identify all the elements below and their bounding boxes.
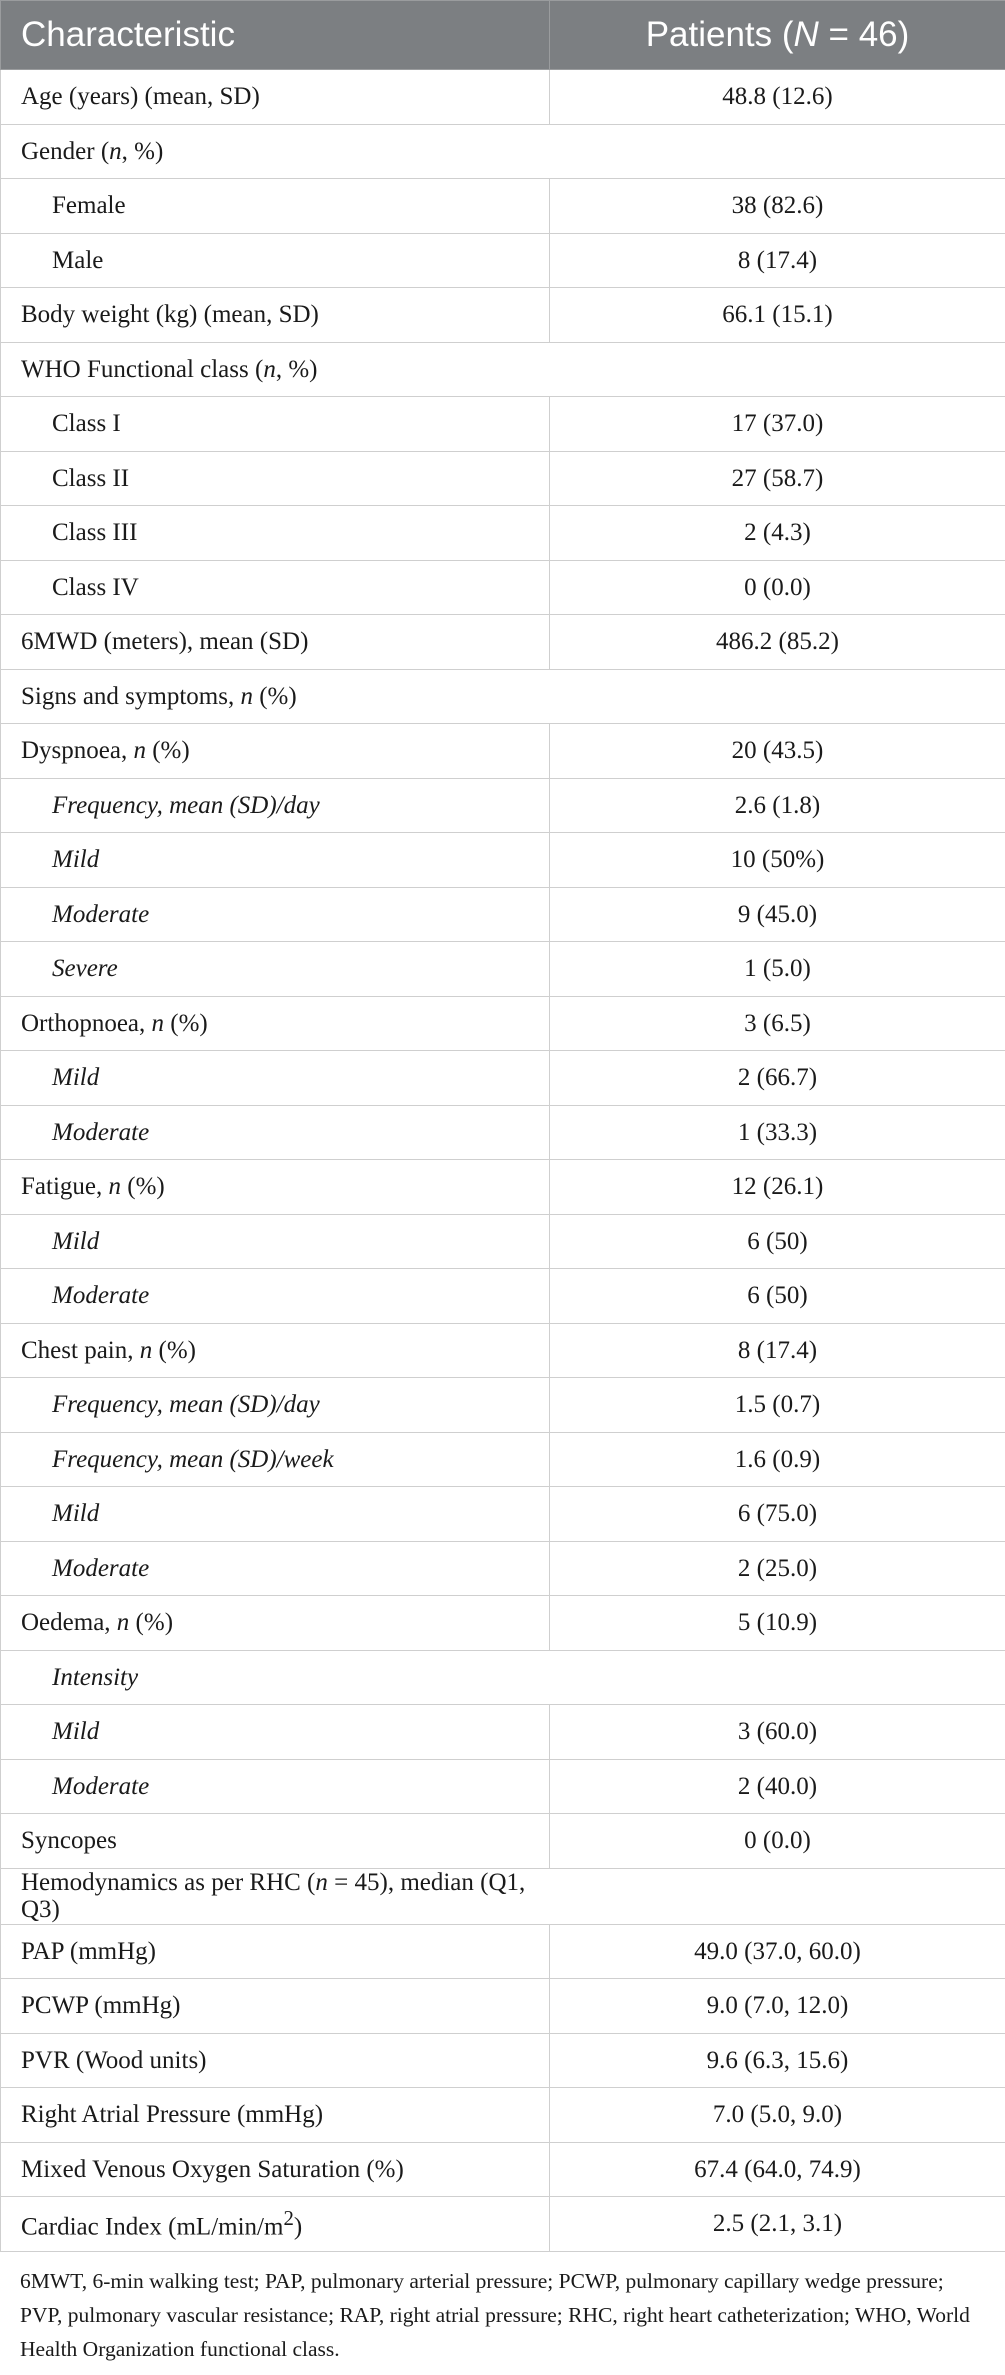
table-row <box>1 506 1005 561</box>
row-label-part: Class II <box>52 464 130 492</box>
row-label-part: Male <box>52 246 104 274</box>
table-row <box>1 833 1005 888</box>
row-label-part: Mixed Venous Oxygen Saturation (%) <box>21 2155 404 2183</box>
table-row <box>1 1650 1005 1705</box>
table-row <box>1 342 1005 397</box>
row-value: 8 (17.4) <box>550 1323 1005 1378</box>
row-label-part: Moderate <box>52 900 150 928</box>
row-label-part: (%) <box>145 737 190 764</box>
row-value: 6 (50) <box>550 1269 1005 1324</box>
table-row <box>1 1051 1005 1106</box>
table-footnote: 6MWT, 6-min walking test; PAP, pulmonary arterial pressure; PCWP, pulmonary capillary wedge pressure; PVP, pulmonary vascular resistance; RAP, right atrial pressure; RHC, right heart catheterization; WHO, World Health Organization functional class. <box>20 2268 970 2361</box>
table-row <box>1 1814 1005 1869</box>
table-row <box>1 1596 1005 1651</box>
row-value: 6 (75.0) <box>550 1487 1005 1542</box>
row-label-part: Dyspnoea, <box>21 737 134 764</box>
row-label <box>1 342 550 397</box>
table-row <box>1 887 1005 942</box>
row-value: 9.0 (7.0, 12.0) <box>550 1979 1005 2034</box>
row-label-part: Frequency, mean (SD)/week <box>52 1445 334 1473</box>
row-label-part: PCWP (mmHg) <box>21 1992 181 2019</box>
table-row <box>1 2197 1005 2252</box>
row-label-part: n <box>116 1609 130 1636</box>
row-label-part: Signs and symptoms, <box>21 682 241 710</box>
table-row <box>1 1378 1005 1433</box>
row-label <box>1 124 550 179</box>
row-value: 66.1 (15.1) <box>550 288 1005 343</box>
row-value: 2 (40.0) <box>550 1759 1005 1814</box>
row-label <box>1 1596 550 1651</box>
row-label <box>1 1759 550 1814</box>
row-label-part: Moderate <box>52 1118 150 1146</box>
row-label-part: Female <box>52 192 126 219</box>
table-row <box>1 2033 1005 2088</box>
row-label-part: Severe <box>52 955 118 982</box>
row-value: 6 (50) <box>550 1214 1005 1269</box>
row-value: 5 (10.9) <box>550 1596 1005 1651</box>
table-row <box>1 2142 1005 2197</box>
row-label-part: Age (years) (mean, SD) <box>21 83 260 110</box>
row-label <box>1 397 550 452</box>
row-label <box>1 1979 550 2034</box>
row-label <box>1 942 550 997</box>
table-row <box>1 1487 1005 1542</box>
row-label <box>1 1705 550 1760</box>
header-patients-n: N <box>793 15 819 54</box>
row-label-part: 2 <box>283 2205 294 2230</box>
row-value: 1.5 (0.7) <box>550 1378 1005 1433</box>
row-label-part: Oedema, <box>21 1609 117 1636</box>
row-label-part: n <box>139 1336 153 1364</box>
row-label-part: PVR (Wood units) <box>21 2046 207 2074</box>
table-row <box>1 233 1005 288</box>
row-value: 49.0 (37.0, 60.0) <box>550 1924 1005 1979</box>
row-label <box>1 1432 550 1487</box>
row-label <box>1 778 550 833</box>
row-label <box>1 2142 550 2197</box>
row-value: 9 (45.0) <box>550 887 1005 942</box>
table-row <box>1 70 1005 125</box>
table-row <box>1 1979 1005 2034</box>
row-label-part: n <box>133 737 146 764</box>
row-label <box>1 70 550 125</box>
row-value: 7.0 (5.0, 9.0) <box>550 2088 1005 2143</box>
row-value: 3 (6.5) <box>550 996 1005 1051</box>
row-label <box>1 1541 550 1596</box>
row-value: 0 (0.0) <box>550 560 1005 615</box>
row-value: 2.5 (2.1, 3.1) <box>550 2197 1005 2252</box>
row-label-part: = 45), median (Q1, Q3) <box>21 1868 526 1923</box>
row-label <box>1 1924 550 1979</box>
table-row <box>1 397 1005 452</box>
row-value: 2 (25.0) <box>550 1541 1005 1596</box>
row-value <box>550 1868 1005 1924</box>
row-label-part: WHO Functional class ( <box>21 355 264 383</box>
row-label-part: n <box>240 682 253 710</box>
row-label <box>1 288 550 343</box>
table-row <box>1 1214 1005 1269</box>
row-value: 1.6 (0.9) <box>550 1432 1005 1487</box>
row-label <box>1 1269 550 1324</box>
table-row <box>1 124 1005 179</box>
table-row <box>1 615 1005 670</box>
table-row <box>1 1541 1005 1596</box>
header-patients <box>550 1 1005 70</box>
row-value: 27 (58.7) <box>550 451 1005 506</box>
table-row <box>1 1323 1005 1378</box>
row-label <box>1 669 550 724</box>
row-value: 38 (82.6) <box>550 179 1005 234</box>
row-value: 20 (43.5) <box>550 724 1005 779</box>
row-label-part: Intensity <box>52 1663 139 1691</box>
row-label <box>1 1814 550 1869</box>
row-label <box>1 615 550 670</box>
row-label <box>1 1051 550 1106</box>
row-label-part: (%) <box>129 1609 174 1636</box>
row-label-part: ) <box>293 2213 303 2241</box>
row-label-part: Fatigue, <box>21 1173 109 1200</box>
row-label <box>1 560 550 615</box>
table-body <box>1 70 1005 2252</box>
table-row <box>1 996 1005 1051</box>
row-value: 17 (37.0) <box>550 397 1005 452</box>
row-label-part: Syncopes <box>21 1827 117 1854</box>
header-patients-prefix: Patients ( <box>645 15 794 54</box>
row-label-part: Class III <box>52 519 138 546</box>
row-label-part: n <box>315 1868 328 1896</box>
row-label-part: Frequency, mean (SD)/day <box>52 1391 320 1418</box>
row-label <box>1 887 550 942</box>
row-label <box>1 451 550 506</box>
row-label-part: n <box>108 1173 121 1200</box>
table-row <box>1 1868 1005 1924</box>
row-value: 0 (0.0) <box>550 1814 1005 1869</box>
row-label-part: Mild <box>52 1500 100 1527</box>
row-label-part: , %) <box>121 137 164 165</box>
row-value: 2.6 (1.8) <box>550 778 1005 833</box>
row-value: 2 (4.3) <box>550 506 1005 561</box>
row-label-part: (%) <box>164 1009 208 1037</box>
row-value <box>550 124 1005 179</box>
table-row <box>1 1759 1005 1814</box>
row-label-part: Moderate <box>52 1554 150 1582</box>
table-row <box>1 179 1005 234</box>
table-row <box>1 724 1005 779</box>
header-patients-suffix: = 46) <box>818 15 910 54</box>
row-label <box>1 506 550 561</box>
row-label-part: PAP (mmHg) <box>21 1937 156 1965</box>
row-label-part: Cardiac Index (mL/min/m <box>21 2213 284 2241</box>
table-row <box>1 669 1005 724</box>
table-row <box>1 1269 1005 1324</box>
row-label <box>1 1214 550 1269</box>
row-label-part: Frequency, mean (SD)/day <box>52 791 320 819</box>
row-value: 10 (50%) <box>550 833 1005 888</box>
row-label-part: Right Atrial Pressure (mmHg) <box>21 2101 324 2128</box>
row-label <box>1 2088 550 2143</box>
row-label <box>1 1105 550 1160</box>
table-row <box>1 1432 1005 1487</box>
row-label-part: Class IV <box>52 573 139 601</box>
row-label-part: Moderate <box>52 1772 150 1800</box>
row-label-part: Chest pain, <box>21 1336 140 1364</box>
row-label-part: Mild <box>52 1227 100 1255</box>
row-value: 2 (66.7) <box>550 1051 1005 1106</box>
table-row <box>1 288 1005 343</box>
row-value: 67.4 (64.0, 74.9) <box>550 2142 1005 2197</box>
table-header-row <box>1 1 1005 70</box>
row-label-part: 6MWD (meters), mean (SD) <box>21 628 309 655</box>
row-label <box>1 833 550 888</box>
row-label-part: Orthopnoea, <box>21 1009 152 1037</box>
row-label-part: Moderate <box>52 1282 150 1309</box>
table-row <box>1 1924 1005 1979</box>
row-label-part: n <box>151 1009 165 1037</box>
row-label <box>1 1487 550 1542</box>
row-label-part: , %) <box>275 355 318 383</box>
row-value: 12 (26.1) <box>550 1160 1005 1215</box>
table-row <box>1 1105 1005 1160</box>
row-value: 486.2 (85.2) <box>550 615 1005 670</box>
row-label <box>1 1378 550 1433</box>
row-label-part: Class I <box>52 410 121 437</box>
row-label-part: (%) <box>252 682 297 710</box>
row-label <box>1 1160 550 1215</box>
table-row <box>1 778 1005 833</box>
row-label <box>1 2033 550 2088</box>
row-label <box>1 1323 550 1378</box>
row-label <box>1 233 550 288</box>
row-label <box>1 179 550 234</box>
table-row <box>1 2088 1005 2143</box>
row-label <box>1 996 550 1051</box>
row-value <box>550 669 1005 724</box>
row-value: 1 (5.0) <box>550 942 1005 997</box>
table-row <box>1 560 1005 615</box>
row-label-part: (%) <box>121 1173 165 1200</box>
row-label-part: Mild <box>52 1064 100 1091</box>
row-value: 9.6 (6.3, 15.6) <box>550 2033 1005 2088</box>
row-value: 8 (17.4) <box>550 233 1005 288</box>
header-characteristic: Characteristic <box>1 1 550 70</box>
table-row <box>1 451 1005 506</box>
row-label-part: Body weight (kg) (mean, SD) <box>21 301 319 328</box>
row-value: 3 (60.0) <box>550 1705 1005 1760</box>
row-label <box>1 1868 550 1924</box>
row-value: 1 (33.3) <box>550 1105 1005 1160</box>
table-row <box>1 1705 1005 1760</box>
row-label-part: n <box>109 137 122 165</box>
row-label-part: Gender ( <box>21 137 110 165</box>
row-label-part: Mild <box>52 1718 100 1745</box>
row-label <box>1 2197 550 2252</box>
row-value: 48.8 (12.6) <box>550 70 1005 125</box>
row-label-part: n <box>263 355 276 383</box>
row-label-part: Mild <box>52 846 100 873</box>
row-label-part: Hemodynamics as per RHC ( <box>21 1868 316 1896</box>
row-label <box>1 1650 550 1705</box>
row-value <box>550 1650 1005 1705</box>
row-label-part: (%) <box>152 1336 196 1364</box>
row-value <box>550 342 1005 397</box>
row-label <box>1 724 550 779</box>
table-row <box>1 942 1005 997</box>
table-row <box>1 1160 1005 1215</box>
